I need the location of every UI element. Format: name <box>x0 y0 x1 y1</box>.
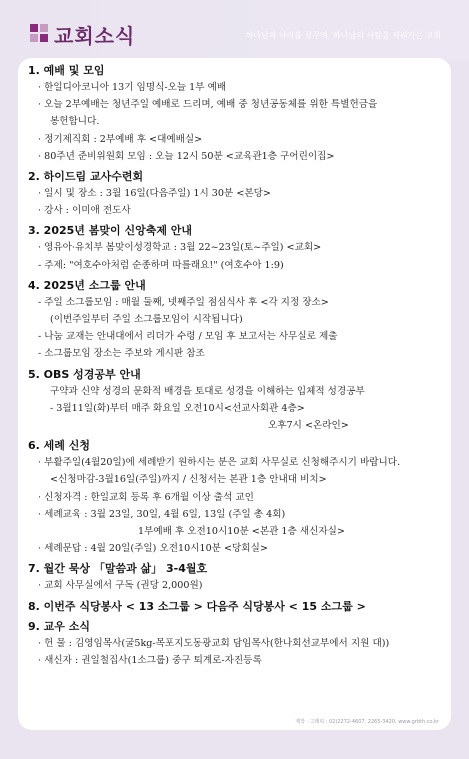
section-line: · 영유아·유치부 봄맞이성경학교 : 3월 22~23일(토~주일) <교회> <box>38 242 322 254</box>
section-line: 오후7시 <온라인> <box>268 420 349 432</box>
section-baptism <box>28 437 438 557</box>
section-line: · 헌 물 : 김영임목사(굴5kg-목포지도동광교회 담임목사(한나회선교부에서 지원 대)) <box>38 637 390 649</box>
section-line: · 교회 사무실에서 구독 (권당 2,000원) <box>38 580 203 592</box>
section-line: - 나눔 교재는 안내대에서 리더가 수령 / 모임 후 보고서는 사무실로 제출 <box>38 331 338 343</box>
section-line: · 한일디아코니아 13기 임명식-오늘 1부 예배 <box>38 82 227 93</box>
section-line: - 3월11일(화)부터 매주 화요일 오전10시<선교사회관 4층> <box>50 402 305 414</box>
header-tagline: 하나님의 나라를 꿈꾸며, 하나님의 사람을 세워가는 교회 <box>245 31 441 40</box>
section-line: - 주제: "여호수아처럼 순종하며 따를래요!" (여호수아 1:9) <box>38 259 284 271</box>
section-line: - 소그룹모임 장소는 주보와 게시판 참조 <box>38 348 205 360</box>
section-line: <신청마감-3월16일(주일)까지 / 신청서는 본관 1층 안내대 비치> <box>50 474 327 486</box>
section-line: · 세례교육 : 3월 23일, 30일, 4월 6일, 13일 (주일 총 4회) <box>38 508 286 520</box>
section-teacher-retreat <box>28 168 438 219</box>
section-line: · 새신자 : 권일철집사(1소그룹) 중구 퇴계로-자진등록 <box>38 654 262 666</box>
section-small-group <box>28 277 438 363</box>
section-line: · 강사 : 이미애 전도사 <box>38 205 131 217</box>
section-monthly-meditation <box>28 560 438 594</box>
section-line: (이번주일부터 주일 소그룹모임이 시작됩니다) <box>50 314 243 326</box>
section-line: · 오늘 2부예배는 청년주일 예배로 드리며, 예배 중 청년공동체를 위한 특별헌금을 <box>38 99 378 111</box>
page-title: 교회소식 <box>54 24 136 48</box>
section-title: 2. 하이드림 교사수련회 <box>28 170 144 184</box>
section-line: · 일시 및 장소 : 3월 16일(다음주일) 1시 30분 <본당> <box>38 188 271 200</box>
section-member-news <box>28 618 438 669</box>
section-title: 4. 2025년 소그룹 안내 <box>28 278 146 292</box>
section-title: 5. OBS 성경공부 안내 <box>28 367 141 381</box>
section-line: 봉헌합니다. <box>50 116 100 128</box>
section-title: 1. 예배 및 모임 <box>28 64 105 77</box>
section-obs-bible-study <box>28 366 438 435</box>
section-title: 7. 월간 묵상 「말씀과 삶」 3-4월호 <box>28 562 208 576</box>
section-title: 6. 세례 신청 <box>28 439 90 453</box>
section-spring-festival <box>28 222 438 273</box>
section-line: · 부활주일(4월20일)에 세례받기 원하시는 분은 교회 사무실로 신청해주시기 바랍니다. <box>38 457 401 469</box>
section-worship <box>28 62 438 165</box>
section-line: · 세례문답 : 4월 20일(주일) 오전10시10분 <당회실> <box>38 543 268 555</box>
section-line: · 신청자격 : 한일교회 등록 후 6개월 이상 출석 교인 <box>38 491 254 503</box>
section-title: 9. 교우 소식 <box>28 619 90 633</box>
section-line: · 80주년 준비위원회 모임 : 오늘 12시 50분 <교육관1층 구어린이집> <box>38 150 335 162</box>
section-line: · 정기제직회 : 2부예배 후 <대예배실> <box>38 133 203 145</box>
news-content <box>28 62 438 672</box>
section-line: 1부예배 후 오전10시10분 <본관 1층 새신자실> <box>138 526 345 538</box>
section-title: 3. 2025년 봄맞이 신앙축제 안내 <box>28 224 193 238</box>
section-kitchen-service <box>28 598 438 615</box>
section-line: 구약과 신약 성경의 문화적 배경을 토대로 성경을 이해하는 입체적 성경공부 <box>50 385 365 397</box>
footer-credit: 제작 · 그래픽 : 02)2272-4607, 2265-3420, www.grbth.co.kr <box>295 719 439 725</box>
header <box>0 0 469 60</box>
section-line: - 주일 소그룹모임 : 매월 둘째, 넷째주일 점심식사 후 <각 지정 장소> <box>38 296 329 308</box>
section-title: 8. 이번주 식당봉사 < 13 소그룹 > 다음주 식당봉사 < 15 소그룹 > <box>28 599 366 613</box>
church-logo-icon <box>30 24 48 42</box>
